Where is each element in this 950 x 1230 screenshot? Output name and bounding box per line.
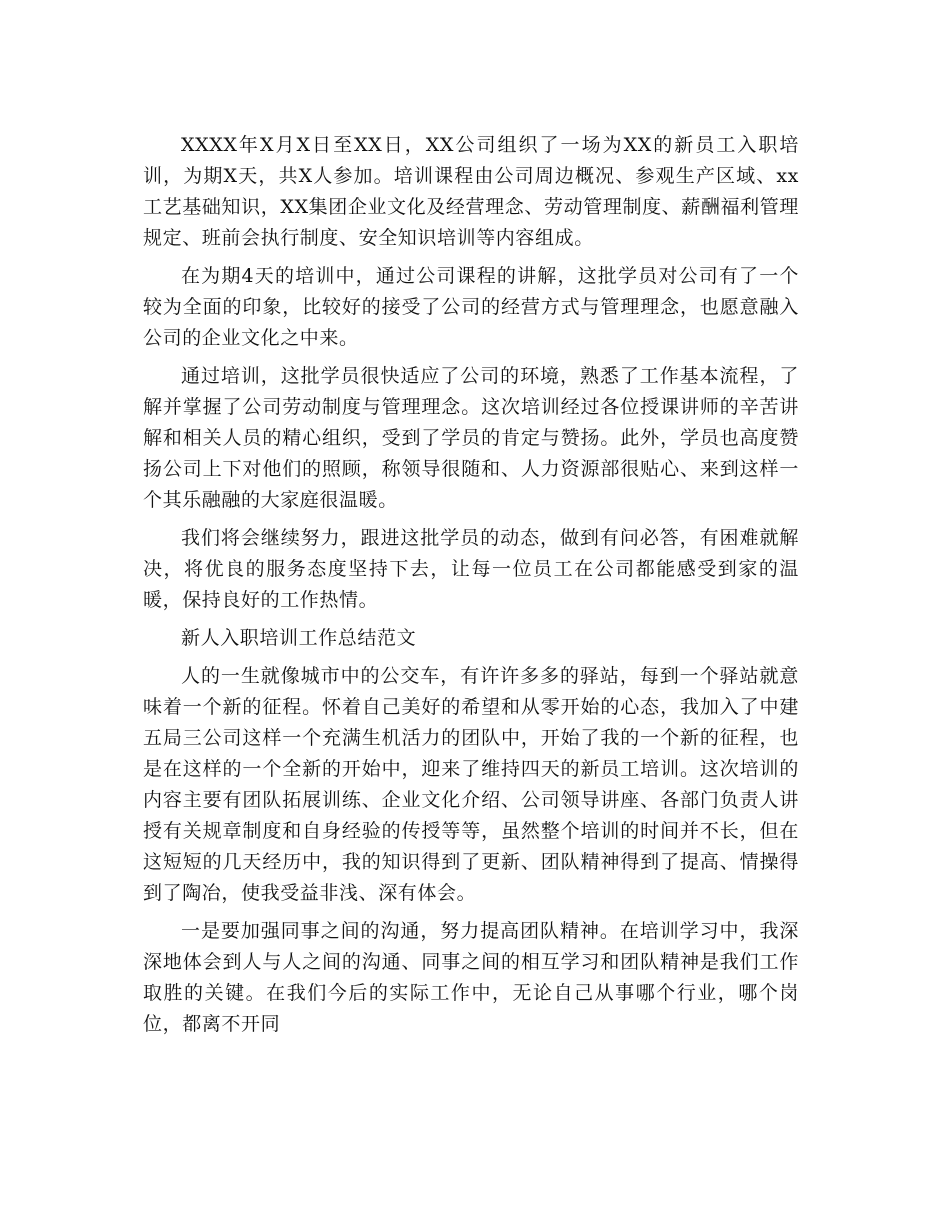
paragraph-training-overview: XXXX年X月X日至XX日，XX公司组织了一场为XX的新员工入职培训，为期X天，共X人参加。培训课程由公司周边概况、参观生产区域、xx工艺基础知识，XX集团企业文化及经营理念、劳动管理制度、薪酬福利管理规定、班前会执行制度、安全知识培训等内容组成。 — [143, 134, 799, 249]
paragraph-training-results: 通过培训，这批学员很快适应了公司的环境，熟悉了工作基本流程，了解并掌握了公司劳动制度与管理理念。这次培训经过各位授课讲师的辛苦讲解和相关人员的精心组织，受到了学员的肯定与赞扬。此外，学员也高度赞扬公司上下对他们的照顾，称领导很随和、人力资源部很贴心、来到这样一个其乐融融的大家庭很温暖。 — [143, 365, 799, 511]
document-body — [143, 130, 799, 1047]
paragraph-future-commitment: 我们将会继续努力，跟进这批学员的动态，做到有问必答，有困难就解决，将优良的服务态度坚持下去，让每一位员工在公司都能感受到家的温暖，保持良好的工作热情。 — [143, 527, 799, 611]
section-heading: 新人入职培训工作总结范文 — [181, 627, 417, 649]
paragraph-personal-experience: 人的一生就像城市中的公交车，有许许多多的驿站，每到一个驿站就意味着一个新的征程。怀着自己美好的希望和从零开始的心态，我加入了中建五局三公司这样一个充满生机活力的团队中，开始了我的一个新的征程，也是在这样的一个全新的开始中，迎来了维持四天的新员工培训。这次培训的内容主要有团队拓展训练、企业文化介绍、公司领导讲座、各部门负责人讲授有关规章制度和自身经验的传授等等，虽然整个培训的时间并不长，但在这短短的几天经历中，我的知识得到了更新、团队精神得到了提高、情操得到了陶冶，使我受益非浅、深有体会。 — [143, 665, 799, 904]
paragraph-training-impression: 在为期4天的培训中，通过公司课程的讲解，这批学员对公司有了一个较为全面的印象，比较好的接受了公司的经营方式与管理理念，也愿意融入公司的企业文化之中来。 — [143, 265, 799, 349]
paragraph-teamwork-lesson: 一是要加强同事之间的沟通，努力提高团队精神。在培训学习中，我深深地体会到人与人之间的沟通、同事之间的相互学习和团队精神是我们工作取胜的关键。在我们今后的实际工作中，无论自己从事哪个行业，哪个岗位，都离不开同 — [143, 920, 799, 1035]
